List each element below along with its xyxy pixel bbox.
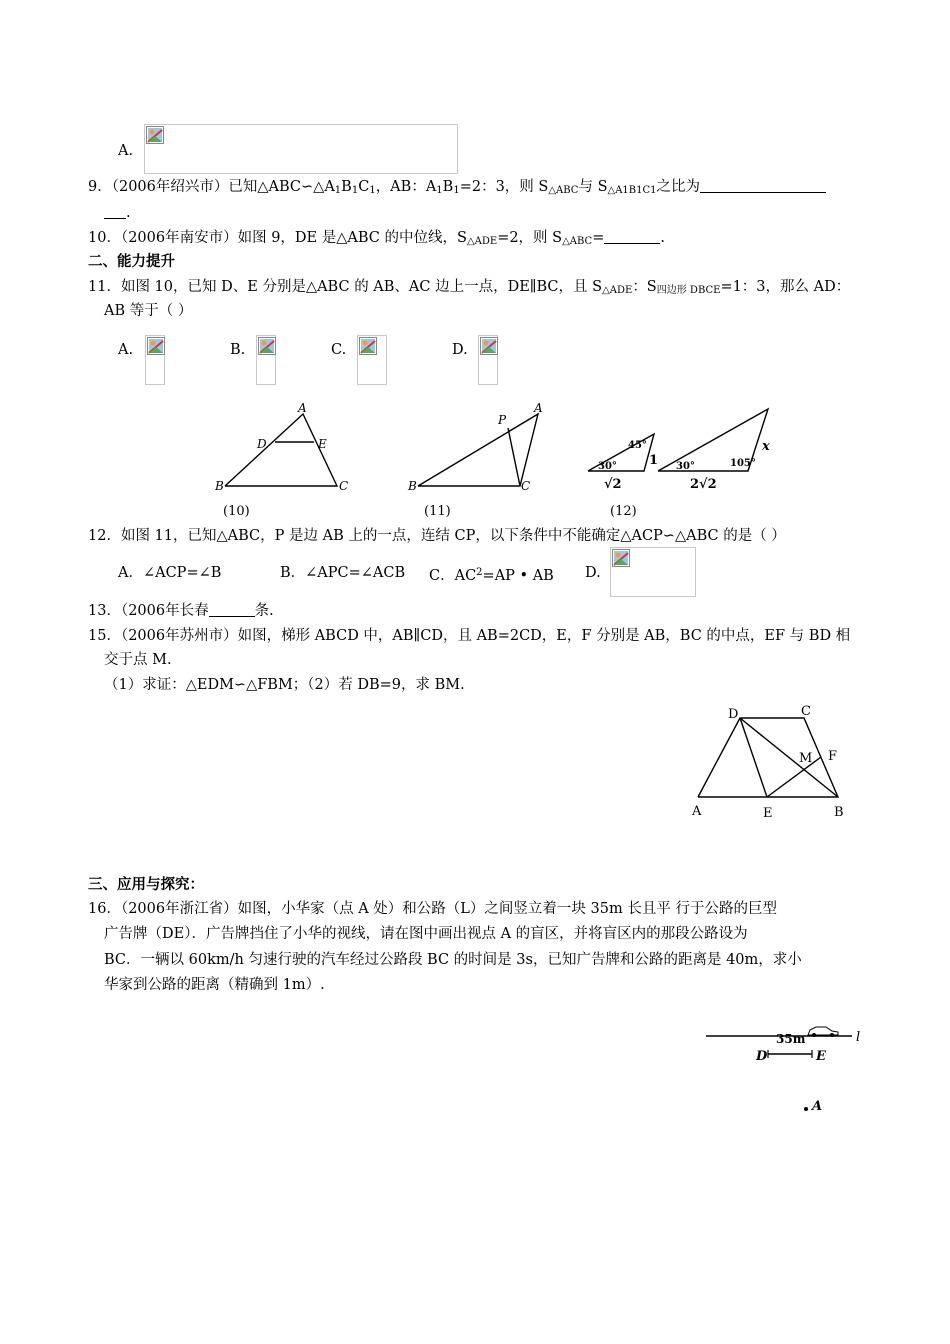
- q15-subquestions: （1）求证：△EDM∽△FBM；（2）若 DB=9，求 BM.: [104, 677, 465, 693]
- label-d: D: [257, 437, 267, 451]
- point-a: [804, 1107, 808, 1111]
- car-icon: [808, 1027, 838, 1037]
- label-f: F: [828, 749, 838, 764]
- q15-text: 15．（2006年苏州市）如图，梯形 ABCD 中，AB∥CD，且 AB=2CD，E，F 分别是 AB，BC 的中点，EF 与 BD 相: [88, 628, 851, 644]
- q12-option-d-image: [610, 547, 696, 597]
- figure-11-triangle: [400, 398, 560, 523]
- label-c: C: [339, 479, 349, 493]
- angle-label: 30°: [598, 461, 617, 472]
- answer-blank[interactable]: [209, 602, 255, 617]
- answer-blank[interactable]: [604, 229, 660, 244]
- figure-caption: (11): [424, 504, 451, 519]
- label-c: C: [521, 479, 531, 493]
- side-label: √2: [604, 477, 622, 492]
- section-title: 二、能力提升: [88, 254, 175, 270]
- q8-option-a-image: [144, 124, 458, 174]
- q11-option-b[interactable]: B.: [230, 342, 246, 358]
- angle-label: 45°: [628, 440, 647, 451]
- q11-option-d[interactable]: D.: [452, 342, 468, 358]
- q9-text-cont: .: [104, 204, 131, 222]
- q11-text-cont: AB 等于（ ）: [104, 303, 193, 319]
- answer-blank[interactable]: [104, 204, 126, 219]
- label-b: B: [215, 479, 224, 493]
- label-d: D: [756, 1049, 768, 1064]
- label-m: M: [799, 751, 813, 766]
- q13-text: 13．（2006年长春 条.: [88, 603, 274, 619]
- label-e: E: [318, 437, 327, 451]
- side-label: 1: [649, 453, 659, 468]
- broken-image-icon: [359, 337, 377, 355]
- q11-option-a[interactable]: A.: [118, 342, 134, 358]
- q16-text-4: 华家到公路的距离（精确到 1m）.: [104, 977, 325, 993]
- broken-image-icon: [147, 337, 165, 355]
- q11-option-c[interactable]: C.: [331, 342, 347, 358]
- figure-caption: (10): [223, 504, 250, 519]
- label-a: A: [298, 401, 307, 415]
- road-label: l: [856, 1030, 861, 1045]
- figure-10-triangle: [205, 398, 365, 523]
- side-label: 2√2: [690, 477, 717, 492]
- broken-image-icon: [480, 337, 498, 355]
- q10-text: 10．（2006年南安市）如图 9，DE 是△ABC 的中位线，$S_{\triangle ADE}=2$，则 $S_{\triangle ABC}=$ .: [88, 230, 665, 247]
- broken-image-icon: [612, 549, 630, 567]
- angle-label: 105°: [730, 458, 756, 469]
- q11-option-a-image: [145, 335, 165, 385]
- figure-caption: (12): [610, 504, 637, 519]
- q15-text-cont: 交于点 M.: [104, 652, 172, 668]
- label-p: P: [498, 413, 507, 427]
- q12-option-a[interactable]: A．∠ACP=∠B: [118, 565, 222, 581]
- label-c: C: [801, 704, 811, 719]
- angle-label: 30°: [676, 461, 695, 472]
- q12-option-d[interactable]: D.: [585, 565, 601, 581]
- q16-text-2: 广告牌（DE）．广告牌挡住了小华的视线，请在图中画出视点 A 的盲区，并将盲区内的那段公路设为: [104, 926, 748, 942]
- label-b: B: [408, 479, 417, 493]
- q11-option-b-image: [256, 335, 276, 385]
- figure-15-trapezoid: [688, 700, 858, 830]
- q9-text: 9．（2006年绍兴市）已知$\triangle ABC∽\triangle A_1B_1C_1$，AB：$A_1B_1=2$：3，则 $S_{\triangle ABC}$与 $S_{\triangle A1B1C1}$之比为: [88, 178, 826, 200]
- q12-option-b[interactable]: B．∠APC=∠ACB: [280, 565, 406, 581]
- q11-text: 11．如图 10，已知 D、E 分别是△ABC 的 AB、AC 边上一点，DE∥BC，且 $S_{\triangle ADE}$：$S_{四边形 DBCE}=1$：3，那么 AD：: [88, 279, 851, 296]
- label-d: D: [728, 707, 739, 722]
- q11-option-d-image: [478, 335, 498, 385]
- figure-16-road-billboard: [700, 1015, 870, 1120]
- side-label: x: [762, 439, 770, 454]
- q16-text: 16．（2006年浙江省）如图，小华家（点 A 处）和公路（L）之间竖立着一块 35m 长且平 行于公路的巨型: [88, 901, 777, 917]
- label-e: E: [816, 1049, 826, 1064]
- label-b: B: [834, 805, 844, 820]
- section-title: 三、应用与探究：: [88, 877, 204, 893]
- label-a: A: [534, 401, 543, 415]
- q11-option-c-image: [357, 335, 387, 385]
- label-e: E: [763, 806, 773, 821]
- length-label: 35m: [776, 1032, 806, 1046]
- q12-text: 12．如图 11，已知△ABC，P 是边 AB 上的一点，连结 CP，以下条件中不能确定△ACP∽△ABC 的是（ ）: [88, 528, 786, 544]
- answer-blank[interactable]: [700, 178, 826, 193]
- figure-12-triangles: [582, 398, 782, 523]
- broken-image-icon: [146, 126, 164, 144]
- label-a: A: [812, 1099, 823, 1114]
- label-a: A: [692, 804, 702, 819]
- broken-image-icon: [258, 337, 276, 355]
- q16-text-3: BC．一辆以 60km/h 匀速行驶的汽车经过公路段 BC 的时间是 3s，已知广告牌和公路的距离是 40m，求小: [104, 952, 802, 968]
- q12-option-c[interactable]: C．$AC^2=AP$ • AB: [429, 567, 554, 584]
- q8-option-a-label: A.: [118, 143, 134, 159]
